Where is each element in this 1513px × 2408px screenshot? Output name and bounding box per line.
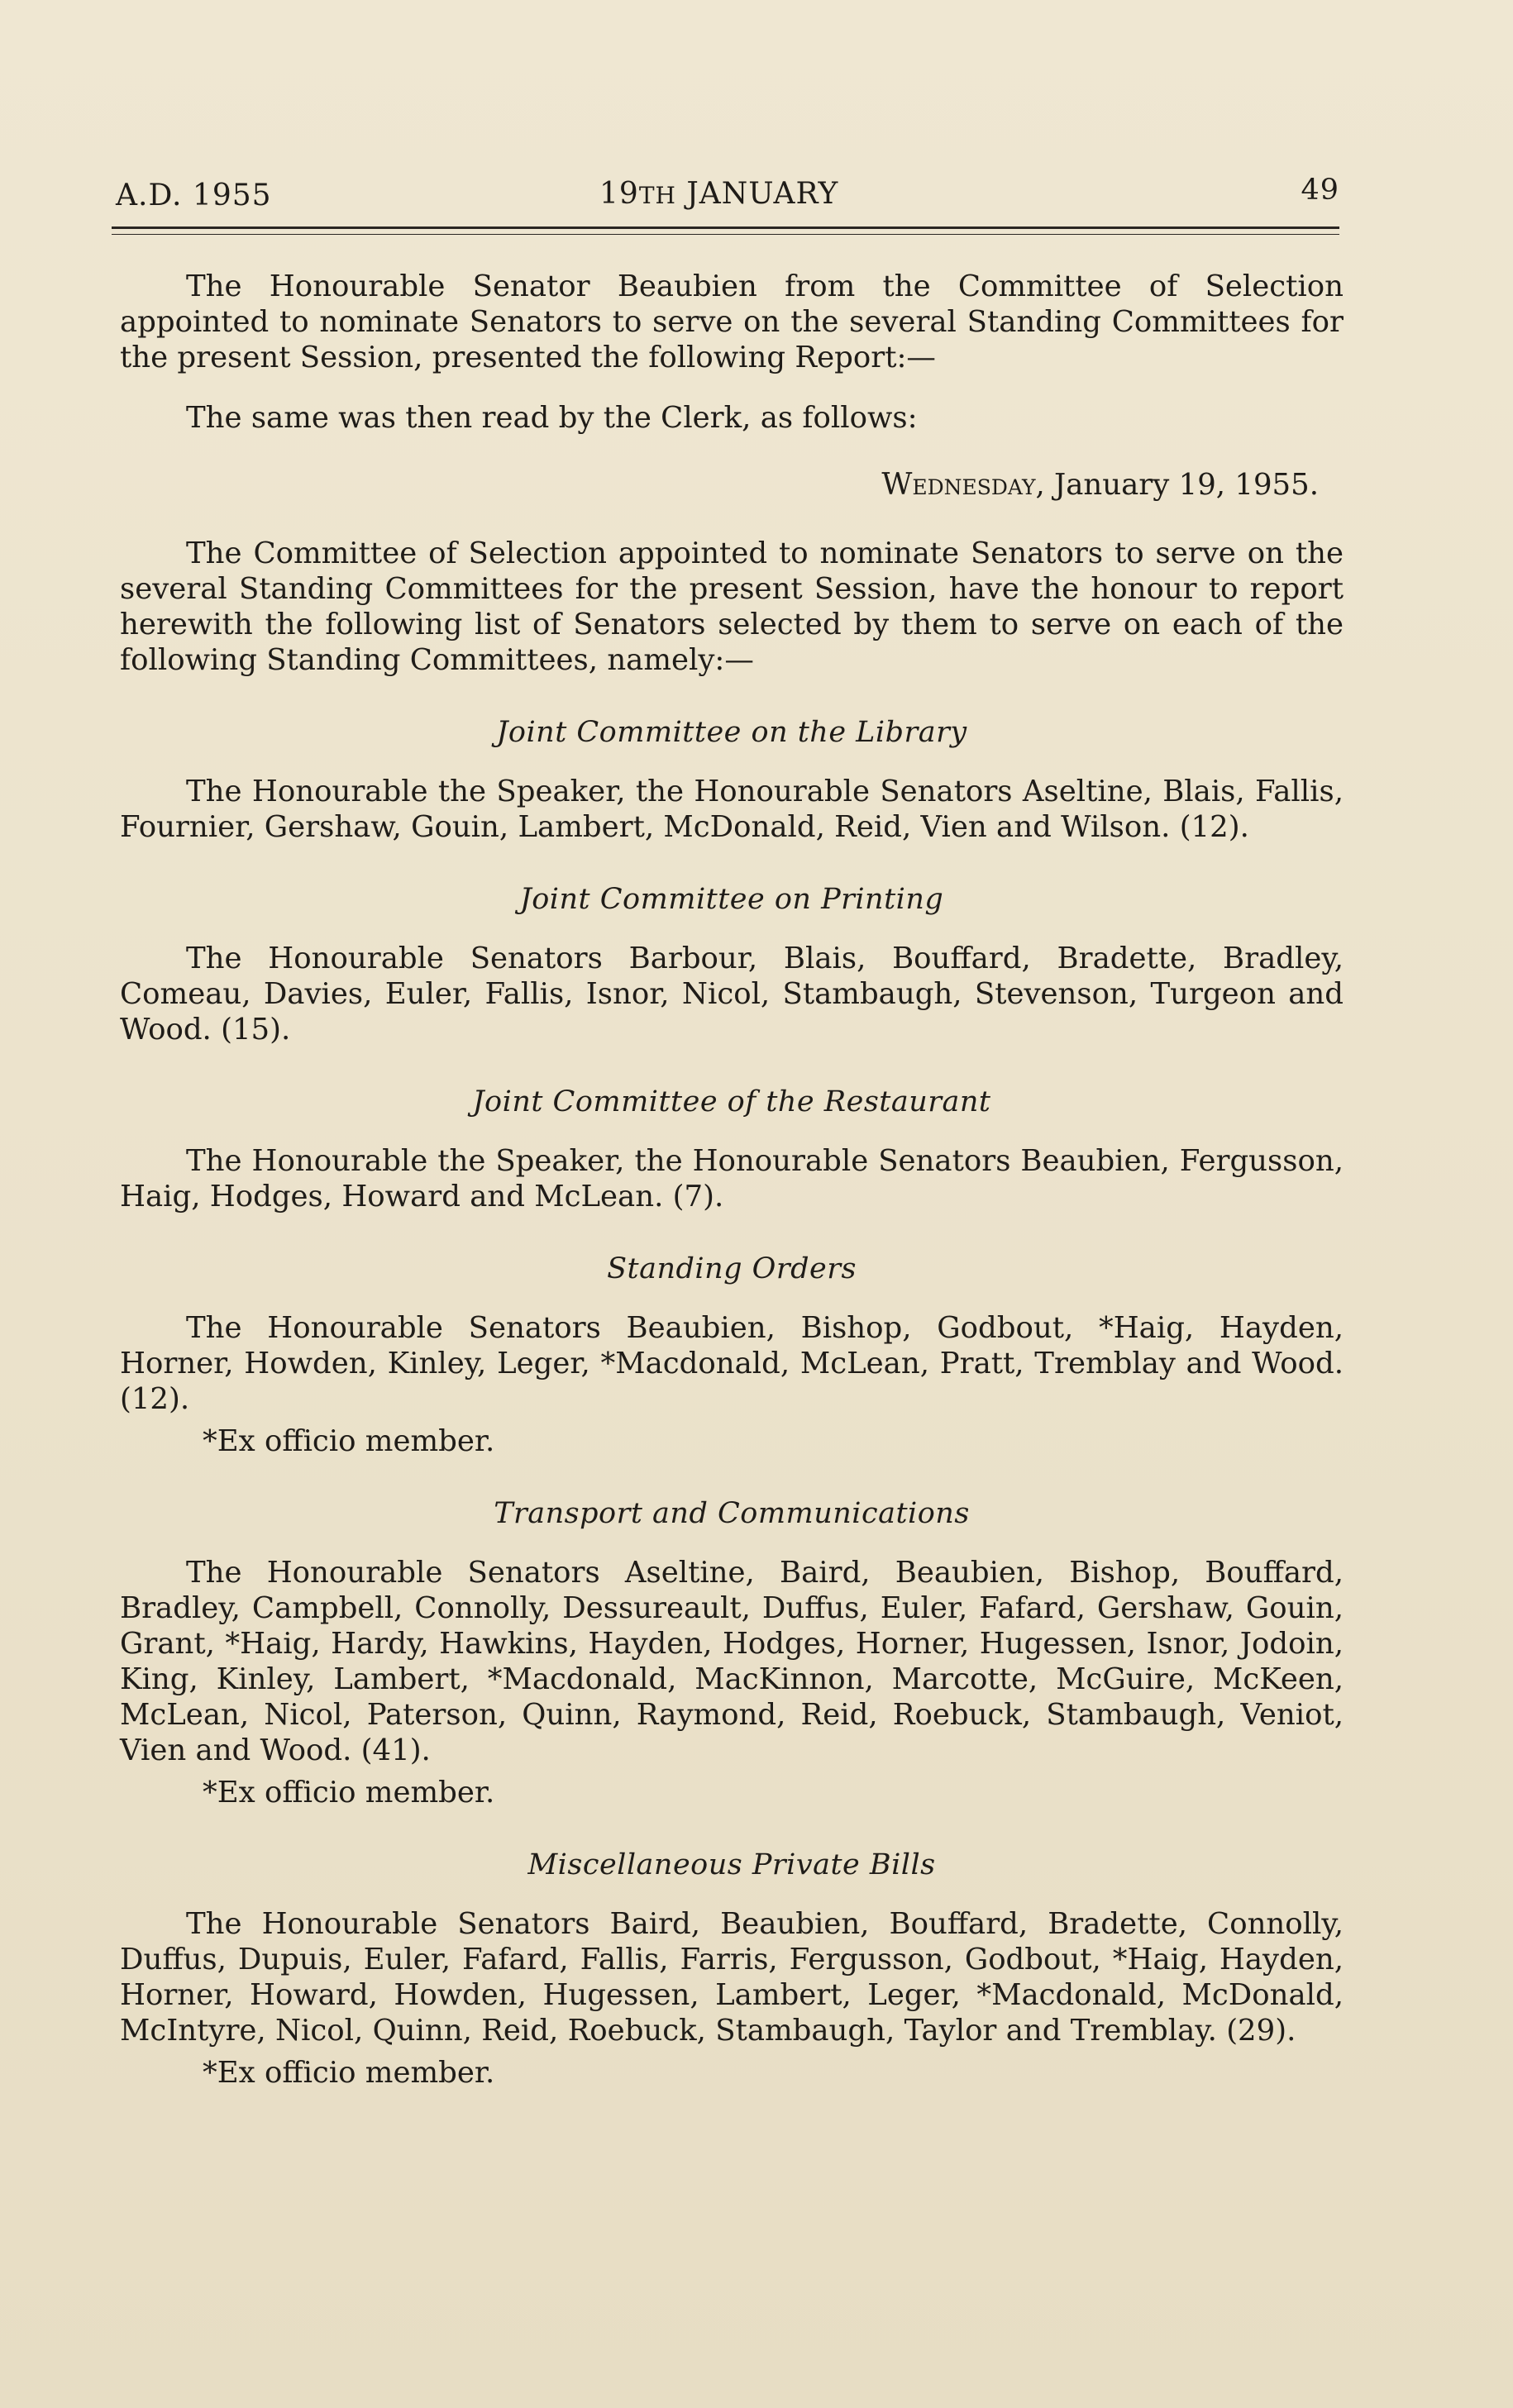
header-month: JANUARY [686, 177, 839, 211]
header-rule-thin [112, 234, 1339, 235]
report-date-rest: , January 19, 1955. [1035, 468, 1319, 502]
header-day-suffix: TH [638, 182, 676, 209]
committee-members: The Honourable Senators Aseltine, Baird, Beaubien, Bishop, Bouffard, Bradley, Campbell, Connolly, Dessureault, Duffus, Euler, Fafard, Gershaw, Gouin, Grant, *Haig, Hardy, Hawkins, Hayden, Hodges, Horner, Hugessen, Isnor, Jodoin, King, Kinley, Lambert, *Macdonald, MacKinnon, Marcotte, McGuire, McKeen, McLean, Nicol, Paterson, Quinn, Raymond, Reid, Roebuck, Stambaugh, Veniot, Vien and Wood. (41). [120, 1556, 1344, 1767]
header-year: A.D. 1955 [116, 179, 272, 212]
report-weekday: Wednesday [881, 468, 1036, 502]
header-rule-thick [112, 226, 1339, 229]
committee-title: Joint Committee on the Library [496, 716, 967, 749]
read-line: The same was then read by the Clerk, as follows: [186, 401, 918, 435]
committee-title: Transport and Communications [494, 1497, 970, 1530]
ex-officio-note: *Ex officio member. [203, 2056, 495, 2090]
running-header [116, 174, 1339, 223]
committee-members: The Honourable the Speaker, the Honourable Senators Aseltine, Blais, Fallis, Fournier, Gershaw, Gouin, Lambert, McDonald, Reid, Vien and Wilson. (12). [120, 775, 1344, 844]
committee-title: Joint Committee of the Restaurant [472, 1085, 991, 1118]
committee-members: The Honourable Senators Beaubien, Bishop, Godbout, *Haig, Hayden, Horner, Howden, Kinley, Leger, *Macdonald, McLean, Pratt, Tremblay and Wood. (12). [120, 1311, 1344, 1416]
ex-officio-note: *Ex officio member. [203, 1776, 495, 1810]
committee-members: The Honourable the Speaker, the Honourable Senators Beaubien, Fergusson, Haig, Hodges, Howard and McLean. (7). [120, 1144, 1344, 1214]
intro-paragraph: The Honourable Senator Beaubien from the Committee of Selection appointed to nominate Senators to serve on the several Standing Committees for the present Session, presented the following Report:— [120, 269, 1344, 374]
committee-members: The Honourable Senators Baird, Beaubien, Bouffard, Bradette, Connolly, Duffus, Dupuis, Euler, Fafard, Fallis, Farris, Fergusson, Godbout, *Haig, Hayden, Horner, Howard, Howden, Hugessen, Lambert, Leger, *Macdonald, McDonald, McIntyre, Nicol, Quinn, Reid, Roebuck, Stambaugh, Taylor and Tremblay. (29). [120, 1907, 1344, 2048]
committee-title: Joint Committee on Printing [519, 883, 944, 916]
header-date [599, 177, 838, 211]
committee-title: Miscellaneous Private Bills [527, 1848, 936, 1881]
page-body [120, 269, 1344, 2091]
report-date [120, 467, 1344, 503]
committee-members: The Honourable Senators Barbour, Blais, Bouffard, Bradette, Bradley, Comeau, Davies, Euler, Fallis, Isnor, Nicol, Stambaugh, Stevenson, Turgeon and Wood. (15). [120, 942, 1344, 1047]
page-number: 49 [1301, 174, 1339, 207]
committee-title: Standing Orders [607, 1252, 857, 1285]
report-intro: The Committee of Selection appointed to nominate Senators to serve on the several Standing Committees for the present Session, have the honour to report herewith the following list of Senators selected by them to serve on each of the following Standing Committees, namely:— [120, 536, 1344, 677]
ex-officio-note: *Ex officio member. [203, 1424, 495, 1458]
header-day: 19 [599, 177, 639, 211]
